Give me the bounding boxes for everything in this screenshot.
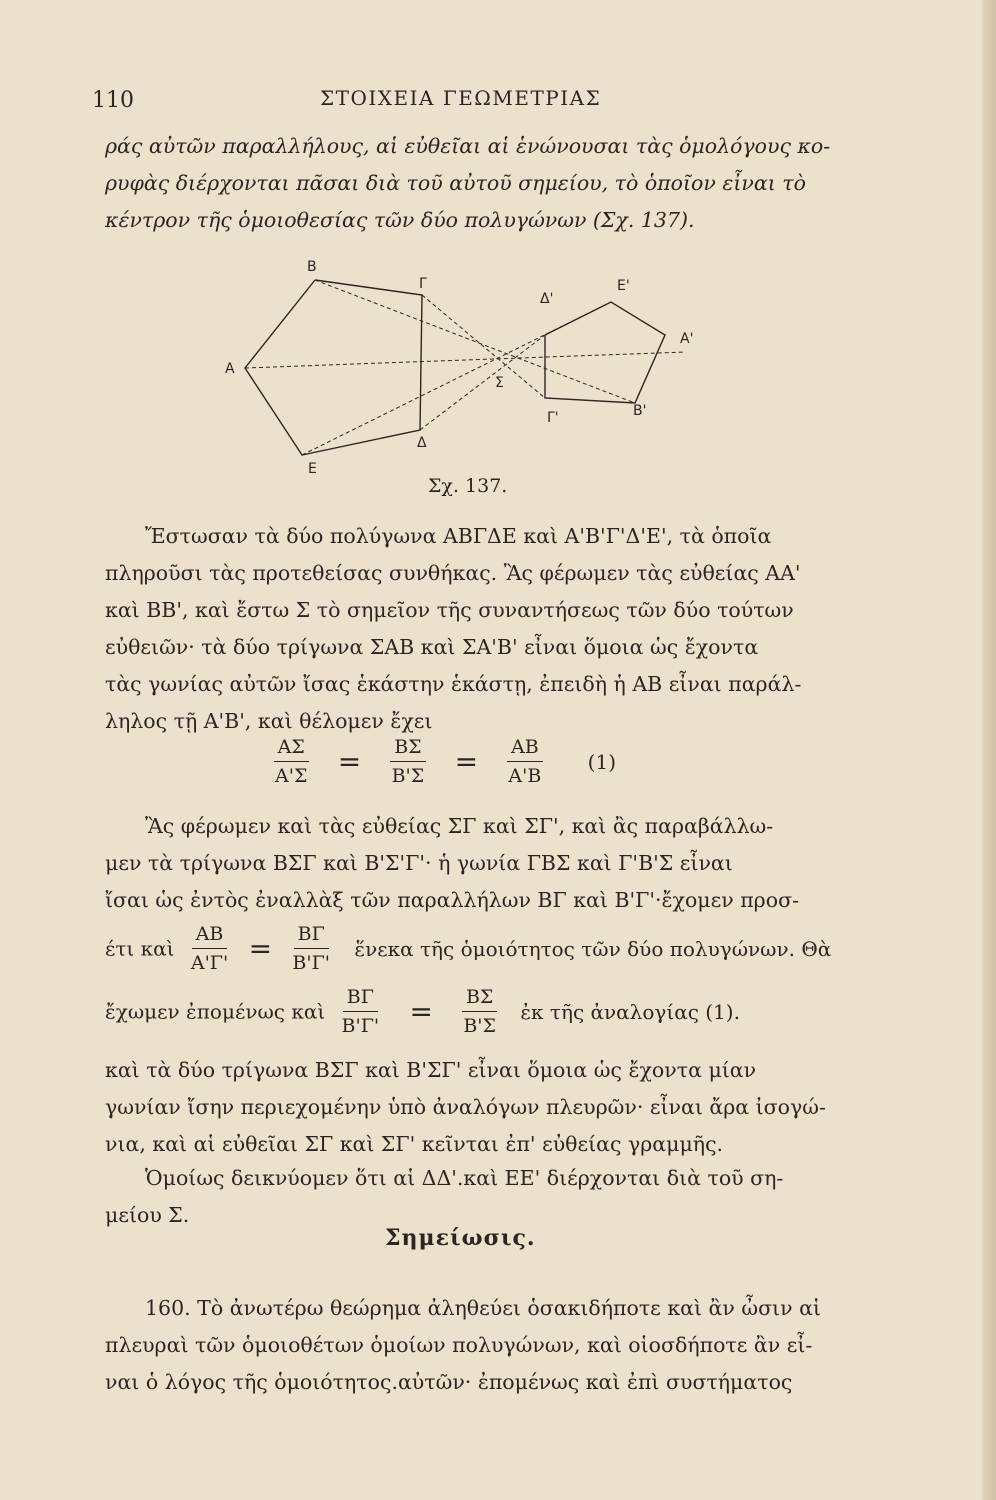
equation-2 <box>105 922 831 975</box>
page-header <box>92 82 892 118</box>
proof-paragraph-1 <box>105 518 855 740</box>
fraction <box>271 735 311 788</box>
equation-1 <box>265 735 616 788</box>
equals-sign: = <box>248 932 273 965</box>
text-line: καὶ τὰ δύο τρίγωνα ΒΣΓ καὶ Β'ΣΓ' εἶναι ὅμοια ὡς ἔχοντα μίαν <box>105 1058 757 1082</box>
homothety-figure <box>225 255 745 490</box>
text-line: ληλος τῇ Α'Β', καὶ θέλομεν ἔχει <box>105 709 433 733</box>
text-line: μεν τὰ τρίγωνα ΒΣΓ καὶ Β'Σ'Γ'· ἡ γωνία ΓΒΣ καὶ Γ'Β'Σ εἶναι <box>105 851 733 875</box>
text-line: Ἂς φέρωμεν καὶ τὰς εὐθείας ΣΓ καὶ ΣΓ', καὶ ἂς παραβάλλω- <box>145 814 774 838</box>
fraction <box>504 735 545 788</box>
numerator: ΑΒ <box>507 735 543 762</box>
label-B: Β <box>307 259 317 275</box>
text-line: πλευραὶ τῶν ὁμοιοθέτων ὁμοίων πολυγώνων, καὶ οἱοσδήποτε ἂν εἶ- <box>105 1333 813 1357</box>
text-line: Ἔστωσαν τὰ δύο πολύγωνα ΑΒΓΔΕ καὶ Α'Β'Γ'Δ'Ε', τὰ ὁποῖα <box>145 524 772 548</box>
text-line: γωνίαν ἴσην περιεχομένην ὑπὸ ἀναλόγων πλευρῶν· εἶναι ἄρα ἰσογώ- <box>105 1095 826 1119</box>
label-D1: Δ' <box>540 291 554 307</box>
numerator: ΒΣ <box>462 985 497 1012</box>
denominator: Β'Γ' <box>292 952 330 974</box>
equation-suffix: ἐκ τῆς ἀναλογίας (1). <box>520 999 740 1024</box>
equation-tag: (1) <box>587 749 617 774</box>
text-line: ναι ὁ λόγος τῆς ὁμοιότητος.αὐτῶν· ἐπομένως καὶ ἐπὶ συστήματος <box>105 1370 793 1394</box>
fraction <box>338 985 384 1038</box>
label-E1: Ε' <box>617 278 630 294</box>
numerator: ΒΓ <box>294 922 329 949</box>
right-polygon <box>545 302 665 403</box>
fraction <box>288 922 334 975</box>
left-polygon <box>245 280 422 455</box>
section-heading: Σημείωσις. <box>385 1225 536 1251</box>
text-line: εὐθειῶν· τὰ δύο τρίγωνα ΣΑΒ καὶ ΣΑ'Β' εἶναι ὅμοια ὡς ἔχοντα <box>105 635 759 659</box>
label-G: Γ <box>419 276 427 292</box>
equals-sign: = <box>454 745 479 778</box>
text-line: ρυφὰς διέρχονται πᾶσαι διὰ τοῦ αὐτοῦ σημείου, τὸ ὁποῖον εἶναι τὸ <box>105 171 806 195</box>
numerator: ΒΓ <box>343 985 378 1012</box>
denominator: Α'Σ <box>275 765 308 787</box>
proof-paragraph-2 <box>105 808 855 919</box>
proof-paragraph-4 <box>105 1160 855 1234</box>
text-line: κέντρον τῆς ὁμοιοθεσίας τῶν δύο πολυγώνων (Σχ. 137). <box>105 208 695 232</box>
text-line: ἴσαι ὡς ἐντὸς ἐναλλὰξ τῶν παραλλήλων ΒΓ καὶ Β'Γ'·ἔχομεν προσ- <box>105 888 799 912</box>
label-E: Ε <box>308 461 317 477</box>
running-title: ΣΤΟΙΧΕΙΑ ΓΕΩΜΕΤΡΙΑΣ <box>320 86 602 110</box>
numerator: ΑΒ <box>192 922 228 949</box>
intro-paragraph <box>105 128 855 239</box>
line-BB1 <box>315 280 635 403</box>
text-line: μείου Σ. <box>105 1203 190 1227</box>
fraction <box>388 735 429 788</box>
text-line: 160. Τὸ ἀνωτέρω θεώρημα ἀληθεύει ὁσακιδήποτε καὶ ἂν ὦσιν αἱ <box>145 1296 821 1320</box>
label-D: Δ <box>417 435 427 451</box>
denominator: Α'Γ' <box>190 952 229 974</box>
text-line: νια, καὶ αἱ εὐθεῖαι ΣΓ καὶ ΣΓ' κεῖνται ἐπ' εὐθείας γραμμῆς. <box>105 1132 724 1156</box>
denominator: Β'Σ <box>463 1015 496 1037</box>
figure-caption: Σχ. 137. <box>428 475 508 497</box>
label-S: Σ <box>495 375 504 391</box>
text-line: καὶ ΒΒ', καὶ ἔστω Σ τὸ σημεῖον τῆς συναντήσεως τῶν δύο τούτων <box>105 598 794 622</box>
equation-suffix: ἕνεκα τῆς ὁμοιότητος τῶν δύο πολυγώνων. Θὰ <box>354 936 832 961</box>
numerator: ΑΣ <box>274 735 309 762</box>
equals-sign: = <box>409 995 433 1028</box>
proof-paragraph-3 <box>105 1052 855 1163</box>
page-number: 110 <box>92 88 134 113</box>
text-line: ράς αὐτῶν παραλλήλους, αἱ εὐθεῖαι αἱ ἑνώνουσαι τὰς ὁμολόγους κο- <box>105 134 831 158</box>
text-line: πληροῦσι τὰς προτεθείσας συνθήκας. Ἂς φέρωμεν τὰς εὐθείας ΑΑ' <box>105 561 801 585</box>
text-line: Ὁμοίως δεικνύομεν ὅτι αἱ ΔΔ'.καὶ ΕΕ' διέρχονται διὰ τοῦ ση- <box>145 1166 784 1190</box>
page-edge <box>982 0 996 1500</box>
label-A1: Α' <box>680 331 694 347</box>
label-A: Α <box>225 361 235 377</box>
line-GG1 <box>422 295 545 398</box>
equation-3 <box>105 985 740 1038</box>
label-B1: Β' <box>633 403 647 419</box>
equals-sign: = <box>337 745 362 778</box>
label-G1: Γ' <box>547 410 559 426</box>
equation-prefix: έτι καὶ <box>105 936 175 961</box>
remark-paragraph <box>105 1290 855 1401</box>
denominator: Β'Γ' <box>341 1015 380 1037</box>
denominator: Β'Σ <box>391 765 425 787</box>
denominator: Α'Β <box>508 765 542 787</box>
fraction <box>187 922 232 975</box>
numerator: ΒΣ <box>390 735 425 762</box>
text-line: τὰς γωνίας αὐτῶν ἴσας ἑκάστην ἑκάστῃ, ἐπειδὴ ἡ ΑΒ εἶναι παράλ- <box>105 672 802 696</box>
fraction <box>459 985 500 1038</box>
line-AA1 <box>245 352 685 368</box>
equation-prefix: ἔχωμεν ἐπομένως καὶ <box>105 999 326 1024</box>
